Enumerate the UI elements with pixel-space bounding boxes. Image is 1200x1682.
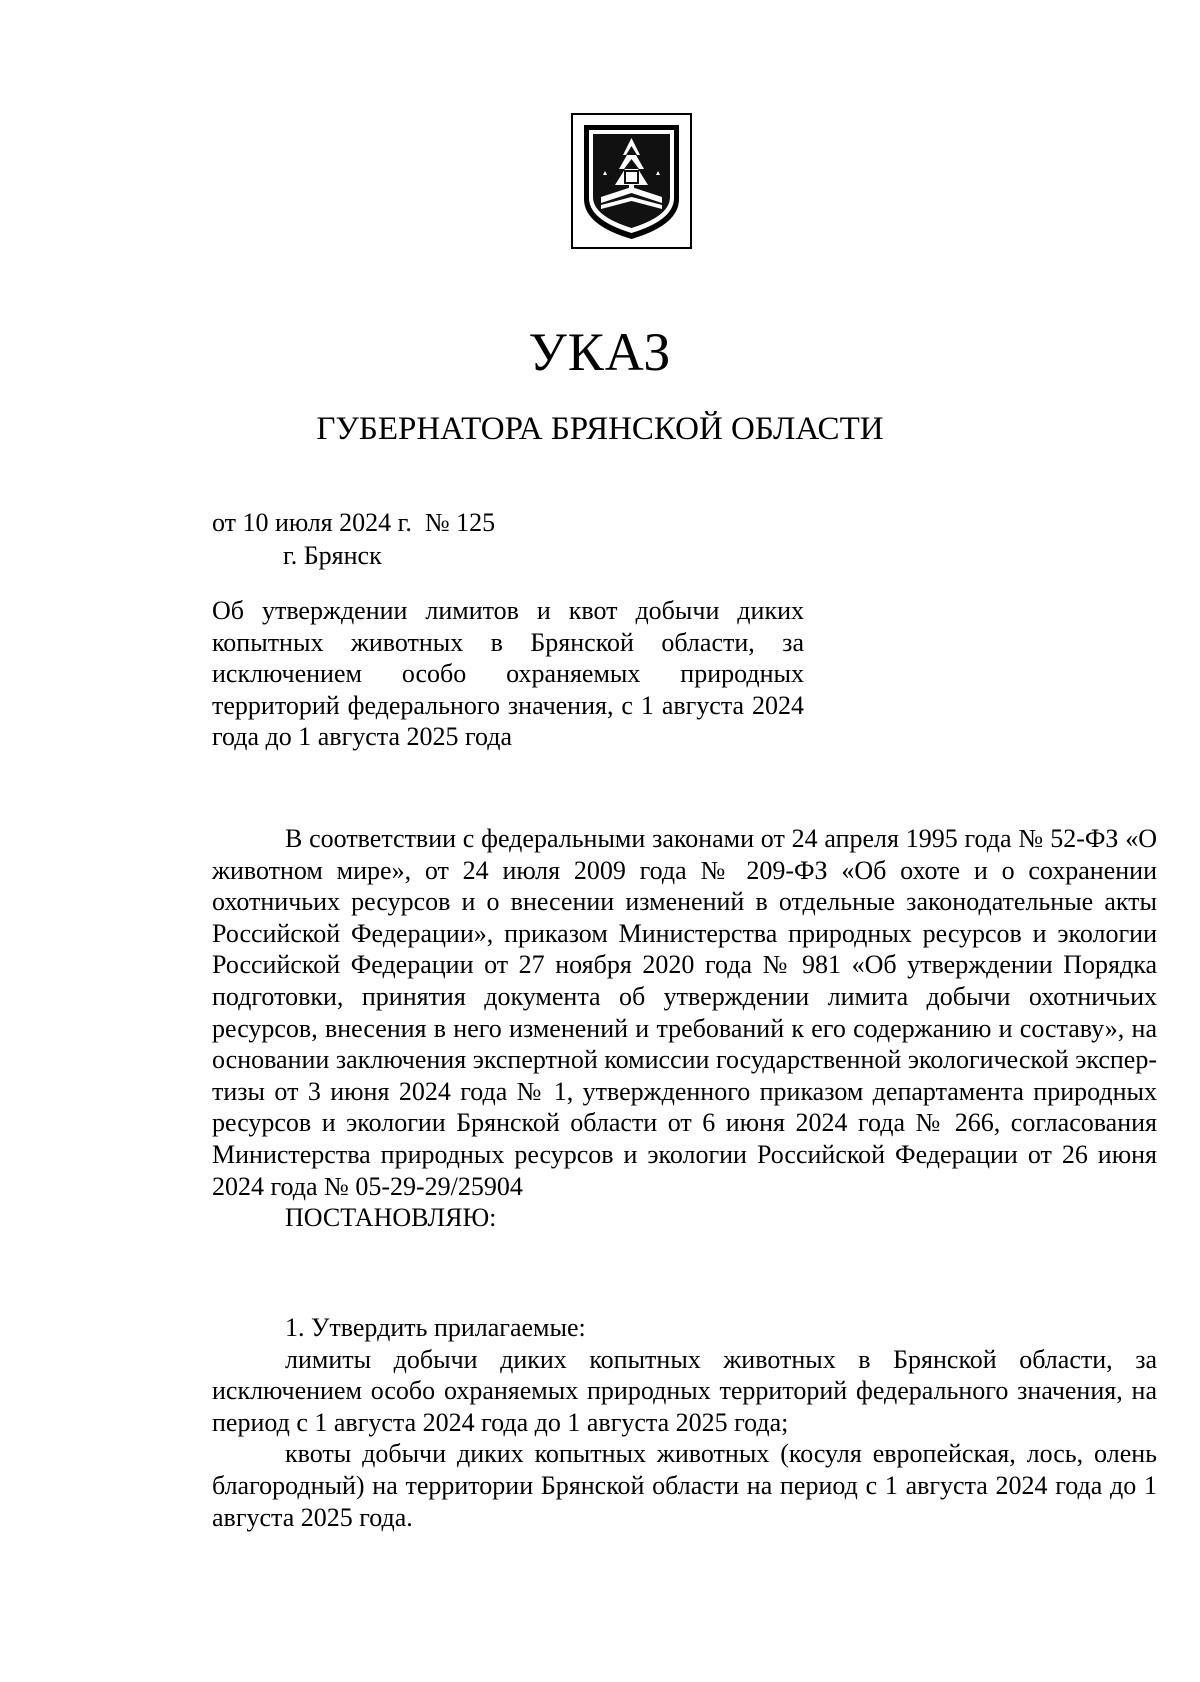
coat-of-arms-icon bbox=[571, 113, 692, 249]
city: г. Брянск bbox=[283, 541, 382, 570]
item-1-heading: 1. Утвердить прилагаемые: bbox=[285, 1313, 586, 1342]
preamble-paragraph: В соответствии с федеральными законами от 24 апреля 1995 года № 52-ФЗ «О животном мире», от 24 июля 2009 года № 209-ФЗ «Об охоте и о сохранении охотничьих ресурсов и о внесении изменений в отдельные законодательные акты Российской Федерации», приказом Министерства природных ресурсов и экологии Российской Федерации от 27 ноября 2020 года № 981 «Об утверждении Порядка подготовки, принятия документа об утверждении лимита добычи охотничьих ресурсов, внесения в него изменений и требований к его содержанию и составу», на основании заключения экспертной комиссии государственной экологической экспер-тизы от 3 июня 2024 года № 1, утвержденного приказом департамента природных ресурсов и экологии Брянской области от 6 июня 2024 года № 266, согласования Министерства природных ресурсов и экологии Российской Федерации от 26 июня 2024 года № 05-29-29/25904 bbox=[212, 824, 1157, 1201]
date-number: от 10 июля 2024 г. № 125 bbox=[212, 508, 496, 537]
item-1-quotas: квоты добычи диких копытных животных (косуля европейская, лось, олень благородный) на территории Брянской области на период с 1 августа 2024 года до 1 августа 2025 года. bbox=[212, 1439, 1157, 1532]
document-subtitle: ГУБЕРНАТОРА БРЯНСКОЙ ОБЛАСТИ bbox=[316, 411, 884, 447]
preamble-section bbox=[212, 823, 1157, 1234]
item-1-limits: лимиты добычи диких копытных животных в Брянской области, за исключением особо охраняемых природных территорий федерального значения, на период с 1 августа 2024 года до 1 августа 2025 года; bbox=[212, 1344, 1157, 1437]
document-title: УКАЗ bbox=[528, 322, 672, 382]
decree-word: ПОСТАНОВЛЯЮ: bbox=[285, 1203, 497, 1233]
document-subject: Об утверждении лимитов и квот добычи диких копытных животных в Брянской области, за исключением особо охраняемых природных территорий федерального значения, с 1 августа 2024 года до 1 августа 2025 года bbox=[212, 596, 804, 751]
coat-of-arms-emblem bbox=[571, 113, 692, 249]
decree-items bbox=[212, 1312, 1157, 1533]
